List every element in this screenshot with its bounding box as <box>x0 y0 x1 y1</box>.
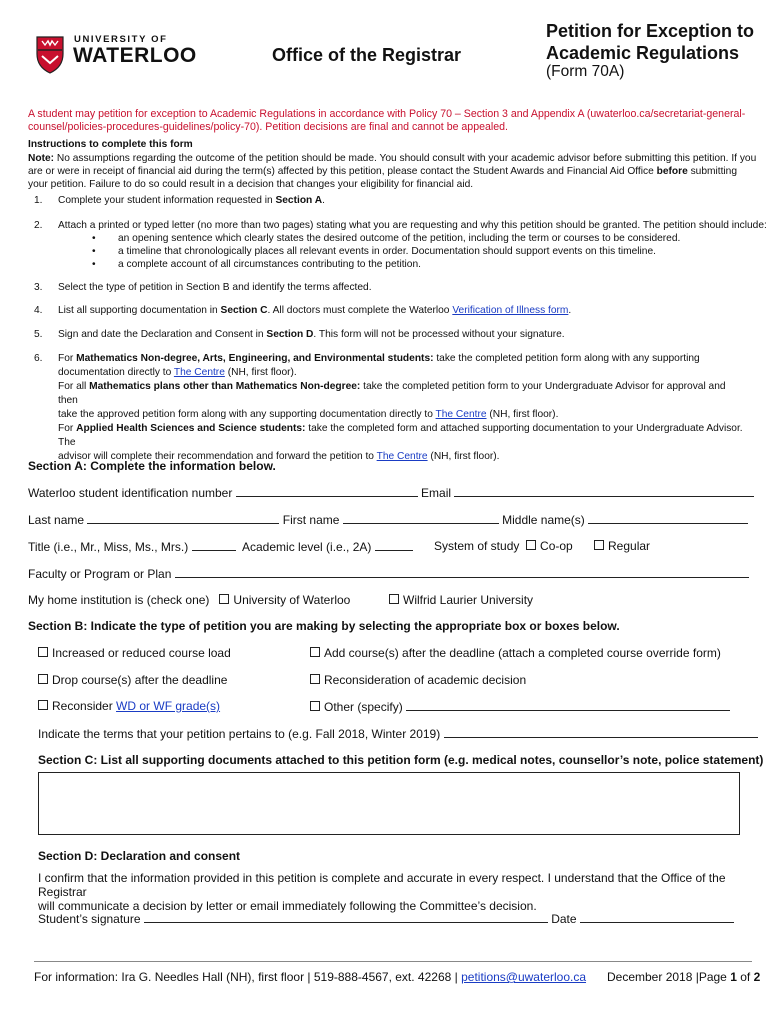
office-title: Office of the Registrar <box>272 45 462 65</box>
drop-course-label: Drop course(s) after the deadline <box>52 673 228 687</box>
declaration-text <box>38 871 770 913</box>
list-text: Complete your student information requested in <box>58 195 276 206</box>
terms-label: Indicate the terms that your petition pertains to (e.g. Fall 2018, Winter 2019) <box>38 727 441 741</box>
drop-course-checkbox[interactable] <box>38 674 48 684</box>
list-text: Sign and date the Declaration and Consent in <box>58 329 267 340</box>
uw-checkbox[interactable] <box>219 594 229 604</box>
bullet-icon: • <box>92 233 96 244</box>
logo-waterloo: WATERLOO <box>73 44 197 67</box>
intro-line-1: A student may petition for exception to Academic Regulations in accordance with Policy 70 – Section 3 and Appendix A (uwaterloo.ca/secretariat-general- <box>28 108 746 120</box>
faculty-field[interactable] <box>175 566 749 578</box>
other-checkbox[interactable] <box>310 701 320 711</box>
bullet-icon: • <box>92 246 96 257</box>
section-c-heading: Section C: List all supporting documents attached to this petition form (e.g. medical notes, counsellor’s note, police statement) <box>38 753 764 767</box>
course-load-checkbox[interactable] <box>38 647 48 657</box>
supporting-documents-textarea[interactable] <box>38 772 740 835</box>
declaration-line-2: will communicate a decision by letter or email immediately following the Committee’s decision. <box>38 899 537 913</box>
item6-text: advisor will complete their recommendation and forward the petition to <box>58 451 377 462</box>
the-centre-link[interactable]: The Centre <box>435 409 487 420</box>
form-title <box>546 20 754 64</box>
first-name-label: First name <box>282 513 340 527</box>
item6-text: For all <box>58 381 90 392</box>
item6-bold: Mathematics plans other than Mathematics Non-degree: <box>89 381 361 392</box>
student-id-label: Waterloo student identification number <box>28 486 233 500</box>
instructions-heading: Instructions to complete this form <box>28 139 193 150</box>
regular-label: Regular <box>608 539 651 553</box>
intro-line-2: counsel/policies-procedures-guidelines/policy-70). Petition decisions are final and cannot be appealed. <box>28 121 508 133</box>
last-name-label: Last name <box>28 513 85 527</box>
list-text: Attach a printed or typed letter (no more than two pages) stating what you are requesting and why this petition should be granted. The petition should include: <box>58 220 767 231</box>
form-number: (Form 70A) <box>546 63 625 80</box>
section-d-heading: Section D: Declaration and consent <box>38 849 241 863</box>
academic-level-field[interactable] <box>375 539 413 551</box>
reconsider-grade-checkbox[interactable] <box>38 700 48 710</box>
list-text: List all supporting documentation in <box>58 305 221 316</box>
list-number: 3. <box>34 282 43 293</box>
list-text-mid: . All doctors must complete the Waterloo <box>267 305 453 316</box>
terms-row <box>38 726 758 741</box>
reconsideration-label: Reconsideration of academic decision <box>324 673 527 687</box>
regular-group <box>594 539 650 553</box>
list-bold: Section A <box>275 195 323 206</box>
date-label: Date <box>551 912 577 926</box>
note-line-3: your petition. Failure to do so could result in a decision that changes your eligibility for financial aid. <box>28 179 474 190</box>
signature-field[interactable] <box>144 911 548 923</box>
add-course-label: Add course(s) after the deadline (attach a completed course override form) <box>324 646 721 660</box>
bullet-text: an opening sentence which clearly states the desired outcome of the petition, including the term or courses to be considered. <box>118 233 681 244</box>
list-item <box>92 258 680 271</box>
logo-university-of: UNIVERSITY OF <box>74 34 168 45</box>
wlu-label: Wilfrid Laurier University <box>403 593 534 607</box>
university-crest-icon <box>36 36 64 74</box>
faculty-row <box>28 566 749 581</box>
form-title-line-1: Petition for Exception to <box>546 21 755 41</box>
form-title-line-2: Academic Regulations <box>546 43 740 63</box>
page-total: 2 <box>753 970 761 984</box>
list-bold: Section D <box>266 329 314 340</box>
item6-text: take the approved petition form along with any supporting documentation directly to <box>58 409 436 420</box>
date-field[interactable] <box>580 911 734 923</box>
item6-text: For <box>58 353 77 364</box>
list-number: 4. <box>34 305 43 316</box>
option-add-course <box>310 646 721 660</box>
section-a-heading: Section A: Complete the information below. <box>28 459 276 473</box>
list-text-end: . <box>568 305 572 316</box>
student-id-field[interactable] <box>236 485 418 497</box>
add-course-checkbox[interactable] <box>310 647 320 657</box>
middle-name-field[interactable] <box>588 512 748 524</box>
list-text-end: . <box>322 195 325 206</box>
middle-name-label: Middle name(s) <box>502 513 585 527</box>
option-course-load <box>38 646 231 660</box>
university-logo <box>36 30 197 80</box>
the-centre-link[interactable]: The Centre <box>173 367 225 378</box>
intro-text <box>28 108 745 134</box>
academic-level-label: Academic level (i.e., 2A) <box>242 540 372 554</box>
page-of: of <box>736 970 754 984</box>
list-number: 2. <box>34 220 43 231</box>
item6-bold: Applied Health Sciences and Science students: <box>76 423 306 434</box>
bullet-list <box>92 232 680 271</box>
petitions-email-link[interactable]: petitions@uwaterloo.ca <box>461 970 587 984</box>
item6-text: take the completed form and attached supporting documentation to your Undergraduate Advisor. The <box>58 423 743 448</box>
academic-level-group <box>242 539 413 554</box>
reconsideration-checkbox[interactable] <box>310 674 320 684</box>
note-label: Note: <box>28 153 55 164</box>
list-number: 6. <box>34 353 43 364</box>
item6-text: (NH, first floor). <box>486 409 559 420</box>
option-other <box>310 699 730 714</box>
option-reconsideration <box>310 673 526 687</box>
uw-label: University of Waterloo <box>233 593 351 607</box>
footer-info <box>34 970 586 984</box>
signature-row <box>38 911 734 926</box>
list-text-end: . This form will not be processed without your signature. <box>313 329 565 340</box>
title-row <box>28 539 236 554</box>
home-institution-row <box>28 593 350 607</box>
the-centre-link[interactable]: The Centre <box>376 451 428 462</box>
signature-label: Student’s signature <box>38 912 141 926</box>
other-label: Other (specify) <box>324 700 403 714</box>
footer-contact: For information: Ira G. Needles Hall (NH), first floor | 519-888-4567, ext. 42268 | <box>34 970 462 984</box>
wd-wf-grade-link[interactable]: WD or WF grade(s) <box>116 699 221 713</box>
coop-checkbox[interactable] <box>526 540 536 550</box>
footer-date: December 2018 |Page <box>607 970 731 984</box>
item6-text: take the completed petition form to your Undergraduate Advisor for approval and then <box>58 381 726 406</box>
bullet-icon: • <box>92 259 96 270</box>
footer-page <box>607 970 760 984</box>
note-line-2a: are or were in receipt of financial aid during the term(s) affected by this petition, please contact the Student Awards and Financial Aid Office <box>28 166 657 177</box>
system-of-study-group <box>434 539 573 553</box>
list-item <box>92 232 680 245</box>
item6-text: documentation directly to <box>58 367 174 378</box>
list-bold: Section C <box>220 305 268 316</box>
wlu-checkbox[interactable] <box>389 594 399 604</box>
name-row <box>28 512 748 527</box>
note-line-2b: before <box>656 166 688 177</box>
verification-of-illness-link[interactable]: Verification of Illness form <box>452 305 569 316</box>
list-item <box>92 245 680 258</box>
note-line-1: No assumptions regarding the outcome of the petition should be made. You should consult with your academic advisor before submitting this petition. If you <box>54 153 757 164</box>
wlu-group <box>389 593 533 607</box>
option-drop-course <box>38 673 227 687</box>
declaration-line-1: I confirm that the information provided in this petition is complete and accurate in every respect. I understand that the Office of the Registrar <box>38 871 726 899</box>
list-text: Select the type of petition in Section B and identify the terms affected. <box>58 282 372 293</box>
home-institution-label: My home institution is (check one) <box>28 593 210 607</box>
system-of-study-label: System of study <box>434 539 520 553</box>
coop-label: Co-op <box>540 539 573 553</box>
list-number: 1. <box>34 195 43 206</box>
note-line-2c: submitting <box>687 166 737 177</box>
section-b-heading: Section B: Indicate the type of petition you are making by selecting the appropriate box or boxes below. <box>28 619 620 633</box>
faculty-label: Faculty or Program or Plan <box>28 567 172 581</box>
reconsider-grade-label: Reconsider <box>52 699 117 713</box>
course-load-label: Increased or reduced course load <box>52 646 231 660</box>
terms-field[interactable] <box>444 726 758 738</box>
email-field[interactable] <box>454 485 754 497</box>
first-name-field[interactable] <box>343 512 499 524</box>
last-name-field[interactable] <box>87 512 279 524</box>
page-number: 1 <box>730 970 737 984</box>
list-number: 5. <box>34 329 43 340</box>
student-id-row <box>28 485 754 500</box>
item6-text: (NH, first floor). <box>224 367 297 378</box>
option-reconsider-grade <box>38 699 220 713</box>
email-label: Email <box>421 486 452 500</box>
regular-checkbox[interactable] <box>594 540 604 550</box>
item6-text: (NH, first floor). <box>427 451 500 462</box>
instructions-note <box>28 152 758 191</box>
item6-text: take the completed petition form along with any supporting <box>433 353 700 364</box>
item6-bold: Mathematics Non-degree, Arts, Engineering, and Environmental students: <box>76 353 434 364</box>
item6-text: For <box>58 423 77 434</box>
title-label: Title (i.e., Mr., Miss, Ms., Mrs.) <box>28 540 189 554</box>
footer-divider <box>34 961 752 962</box>
other-specify-field[interactable] <box>406 699 730 711</box>
title-field[interactable] <box>192 539 236 551</box>
bullet-text: a timeline that chronologically places all relevant events in order. Documentation should support events on this timeline. <box>118 246 656 257</box>
bullet-text: a complete account of all circumstances contributing to the petition. <box>118 259 421 270</box>
